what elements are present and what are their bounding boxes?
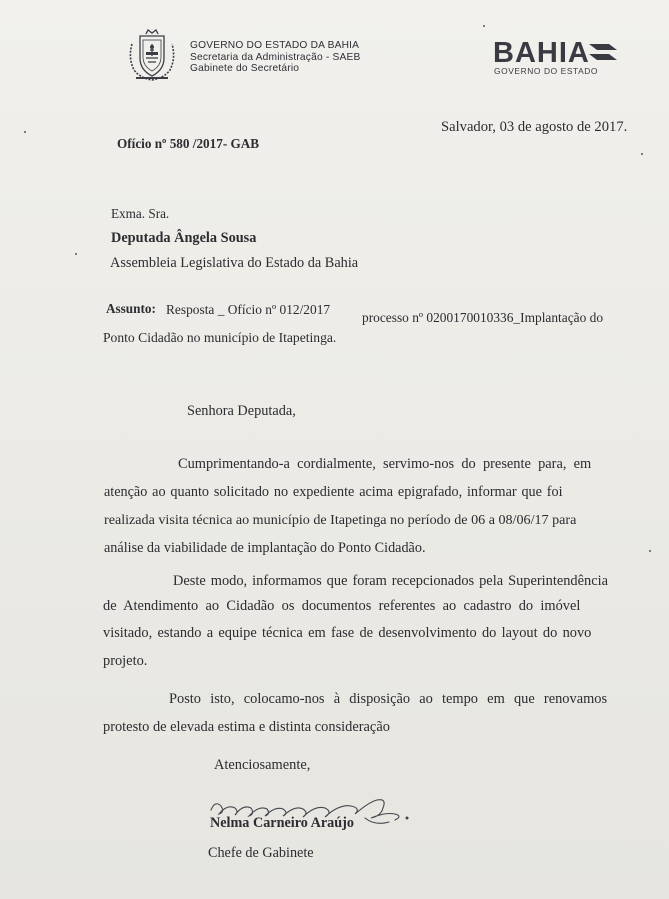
paragraph-2-line-1: Deste modo, informamos que foram recepcionados pela Superintendência [173, 573, 608, 589]
scan-speck [75, 253, 77, 255]
logo-stripes-icon [589, 42, 617, 64]
scan-speck [24, 131, 26, 133]
greeting: Senhora Deputada, [187, 403, 296, 419]
recipient-organization: Assembleia Legislativa do Estado da Bahia [110, 255, 359, 271]
subject-reply: Resposta _ Ofício nº 012/2017 [166, 302, 331, 317]
scan-speck [483, 25, 485, 27]
recipient-name: Deputada Ângela Sousa [111, 230, 257, 246]
state-crest-icon [124, 28, 180, 84]
paragraph-1-line-1: Cumprimentando-a cordialmente, servimo-nos do presente para, em [178, 456, 592, 472]
scan-speck [649, 550, 651, 552]
header-secretariat: Secretaria da Administração - SAEB [190, 51, 361, 63]
paragraph-2-line-3: visitado, estando a equipe técnica em fase de desenvolvimento do layout do novo [103, 625, 592, 641]
subject-continuation: Ponto Cidadão no município de Itapetinga. [103, 330, 337, 345]
paragraph-3-line-1: Posto isto, colocamo-nos à disposição ao tempo em que renovamos [169, 691, 608, 707]
closing: Atenciosamente, [214, 757, 311, 773]
header-office: Gabinete do Secretário [190, 63, 300, 74]
header-government: GOVERNO DO ESTADO DA BAHIA [190, 40, 360, 51]
subject-label: Assunto: [106, 301, 156, 316]
subject-process: processo nº 0200170010336_Implantação do [362, 310, 604, 325]
paragraph-2-line-4: projeto. [103, 653, 148, 669]
paragraph-1-line-3: realizada visita técnica ao município de Itapetinga no período de 06 a 08/06/17 para [104, 512, 577, 528]
paragraph-1-line-4: análise da viabilidade de implantação do Ponto Cidadão. [104, 540, 426, 556]
paragraph-1-line-2: atenção ao quanto solicitado no expediente acima epigrafado, informar que foi [104, 484, 563, 500]
letter-date: Salvador, 03 de agosto de 2017. [441, 119, 628, 135]
paragraph-3-line-2: protesto de elevada estima e distinta consideração [103, 719, 390, 735]
paragraph-2-line-2: de Atendimento ao Cidadão os documentos referentes ao cadastro do imóvel [103, 598, 581, 614]
signer-name: Nelma Carneiro Araújo [210, 815, 354, 831]
document-reference: Ofício nº 580 /2017- GAB [117, 136, 260, 151]
salutation-title: Exma. Sra. [111, 206, 170, 221]
signer-title: Chefe de Gabinete [208, 845, 314, 861]
logo-word: BAHIA [493, 37, 590, 69]
scan-speck [641, 153, 643, 155]
logo-subtitle: GOVERNO DO ESTADO [494, 66, 599, 76]
institution-header [190, 40, 360, 75]
bahia-government-logo [493, 36, 623, 82]
